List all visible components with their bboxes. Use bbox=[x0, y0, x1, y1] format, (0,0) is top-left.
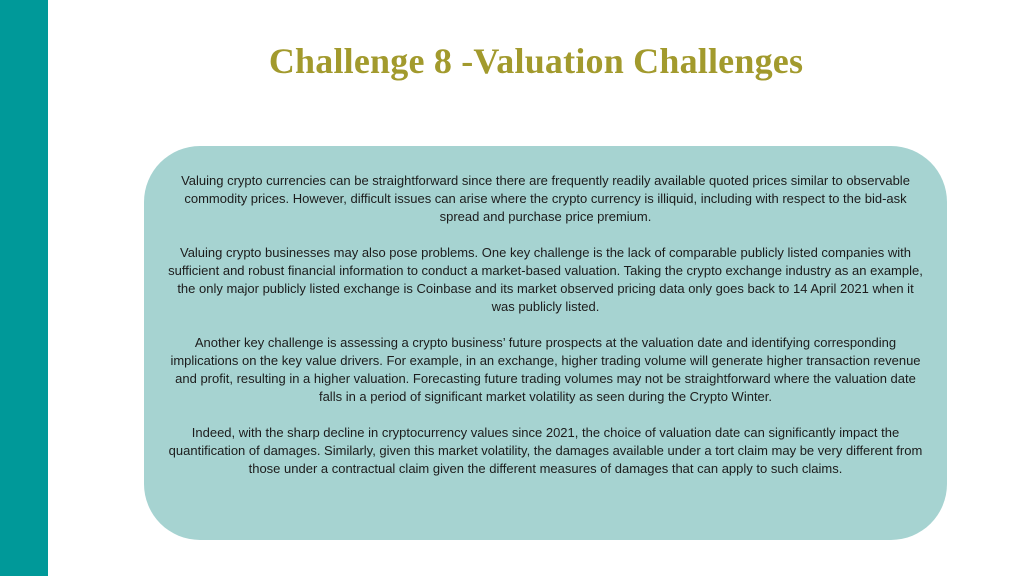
paragraph-valuation-date: Indeed, with the sharp decline in cryptocurrency values since 2021, the choice of valuation date can significantly impact the quantification of damages. Similarly, given this market volatility, the damages available under a tort claim may be very different from those under a contractual claim given the different measures of damages that can apply to such claims. bbox=[168, 425, 923, 476]
slide-title: Challenge 8 -Valuation Challenges bbox=[268, 41, 804, 81]
paragraph-crypto-businesses: Valuing crypto businesses may also pose problems. One key challenge is the lack of comparable publicly listed companies with sufficient and robust financial information to conduct a market-based valuation. Taking the crypto exchange industry as an example, the only major publicly listed exchange is Coinbase and its market observed pricing data only goes back to 14 April 2021 when it was publicly listed. bbox=[168, 245, 923, 314]
left-accent-bar bbox=[0, 0, 48, 576]
paragraph-future-prospects: Another key challenge is assessing a crypto business’ future prospects at the valuation date and identifying corresponding implications on the key value drivers. For example, in an exchange, higher trading volume will generate higher transaction revenue and profit, resulting in a higher valuation. Forecasting future trading volumes may not be straightforward where the valuation date falls in a period of significant market volatility as seen during the Crypto Winter. bbox=[170, 335, 921, 404]
paragraph-crypto-currencies: Valuing crypto currencies can be straightforward since there are frequently readily available quoted prices similar to observable commodity prices. However, difficult issues can arise where the crypto currency is illiquid, including with respect to the bid-ask spread and purchase price premium. bbox=[181, 173, 910, 224]
content-panel bbox=[144, 146, 947, 540]
